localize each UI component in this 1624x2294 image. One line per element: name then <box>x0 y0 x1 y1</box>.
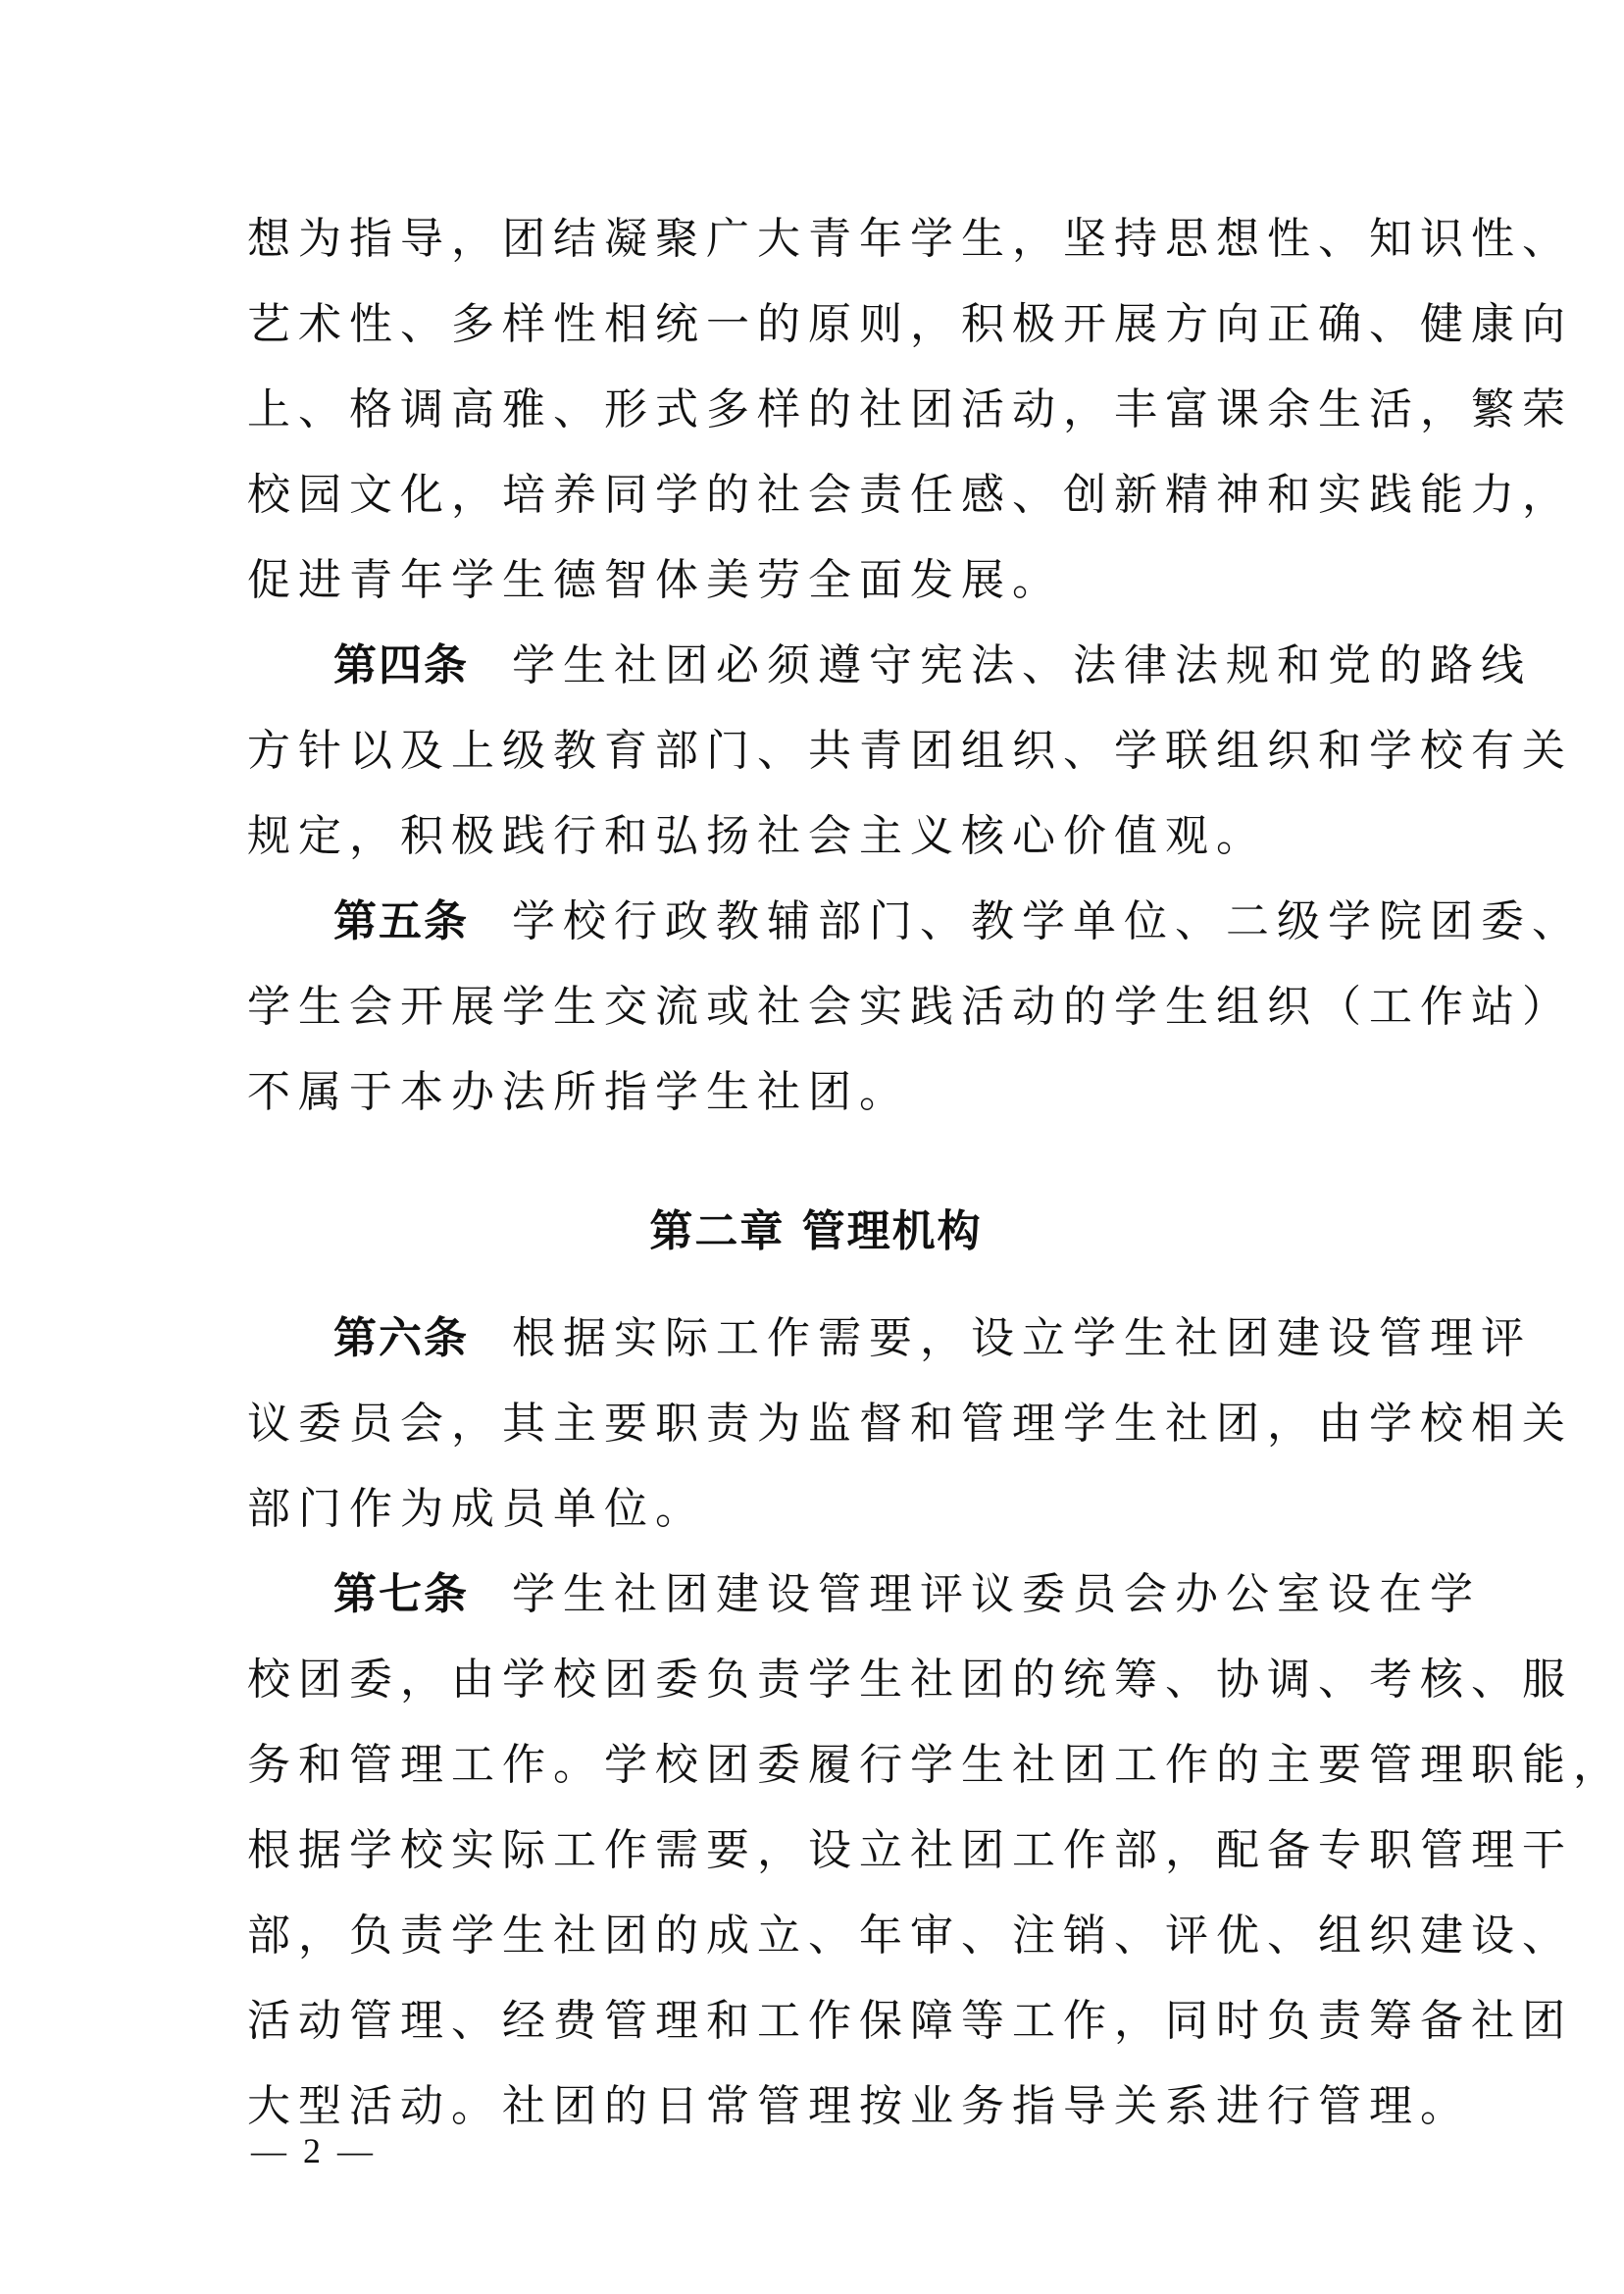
article-first-line <box>247 623 1532 708</box>
text-line: 想为指导，团结凝聚广大青年学生，坚持思想性、知识性、 <box>247 214 1573 264</box>
article-number: 第七条 <box>333 1569 469 1619</box>
text-line: 不属于本办法所指学生社团。 <box>247 1067 910 1117</box>
article-first-line <box>247 1552 1481 1637</box>
text-line: 部，负责学生社团的成立、年审、注销、评优、组织建设、 <box>247 1911 1573 1961</box>
article-text: 学校行政教辅部门、教学单位、二级学院团委、 <box>512 896 1583 946</box>
text-line: 校园文化，培养同学的社会责任感、创新精神和实践能力， <box>247 470 1573 520</box>
article-3-continuation <box>247 196 1573 623</box>
document-body <box>247 196 1624 2149</box>
article-7 <box>247 1552 1624 2149</box>
article-6 <box>247 1296 1573 1552</box>
text-line: 规定，积极践行和弘扬社会主义核心价值观。 <box>247 811 1267 861</box>
text-line: 艺术性、多样性相统一的原则，积极开展方向正确、健康向 <box>247 299 1573 349</box>
article-number: 第六条 <box>333 1313 469 1363</box>
text-line: 方针以及上级教育部门、共青团组织、学联组织和学校有关 <box>247 726 1573 776</box>
text-line: 务和管理工作。学校团委履行学生社团工作的主要管理职能， <box>247 1740 1624 1790</box>
article-5 <box>247 879 1583 1135</box>
article-text: 根据实际工作需要，设立学生社团建设管理评 <box>512 1313 1532 1363</box>
article-first-line <box>247 879 1583 964</box>
text-line: 大型活动。社团的日常管理按业务指导关系进行管理。 <box>247 2081 1471 2131</box>
chapter-heading: 第二章 管理机构 <box>649 1206 983 1256</box>
article-first-line <box>247 1296 1532 1381</box>
text-line: 根据学校实际工作需要，设立社团工作部，配备专职管理干 <box>247 1825 1573 1875</box>
text-line: 议委员会，其主要职责为监督和管理学生社团，由学校相关 <box>247 1399 1573 1449</box>
article-number: 第五条 <box>333 896 469 946</box>
text-line: 校团委，由学校团委负责学生社团的统筹、协调、考核、服 <box>247 1655 1573 1705</box>
article-text: 学生社团建设管理评议委员会办公室设在学 <box>512 1569 1481 1619</box>
text-line: 活动管理、经费管理和工作保障等工作，同时负责筹备社团 <box>247 1996 1573 2046</box>
text-line: 上、格调高雅、形式多样的社团活动，丰富课余生活，繁荣 <box>247 384 1573 434</box>
article-number: 第四条 <box>333 640 469 690</box>
page-number: — 2 — <box>251 2131 377 2170</box>
text-line: 部门作为成员单位。 <box>247 1484 706 1534</box>
article-4 <box>247 623 1573 879</box>
text-line: 促进青年学生德智体美劳全面发展。 <box>247 555 1063 605</box>
article-text: 学生社团必须遵守宪法、法律法规和党的路线 <box>512 640 1532 690</box>
text-line: 学生会开展学生交流或社会实践活动的学生组织（工作站） <box>247 982 1573 1032</box>
